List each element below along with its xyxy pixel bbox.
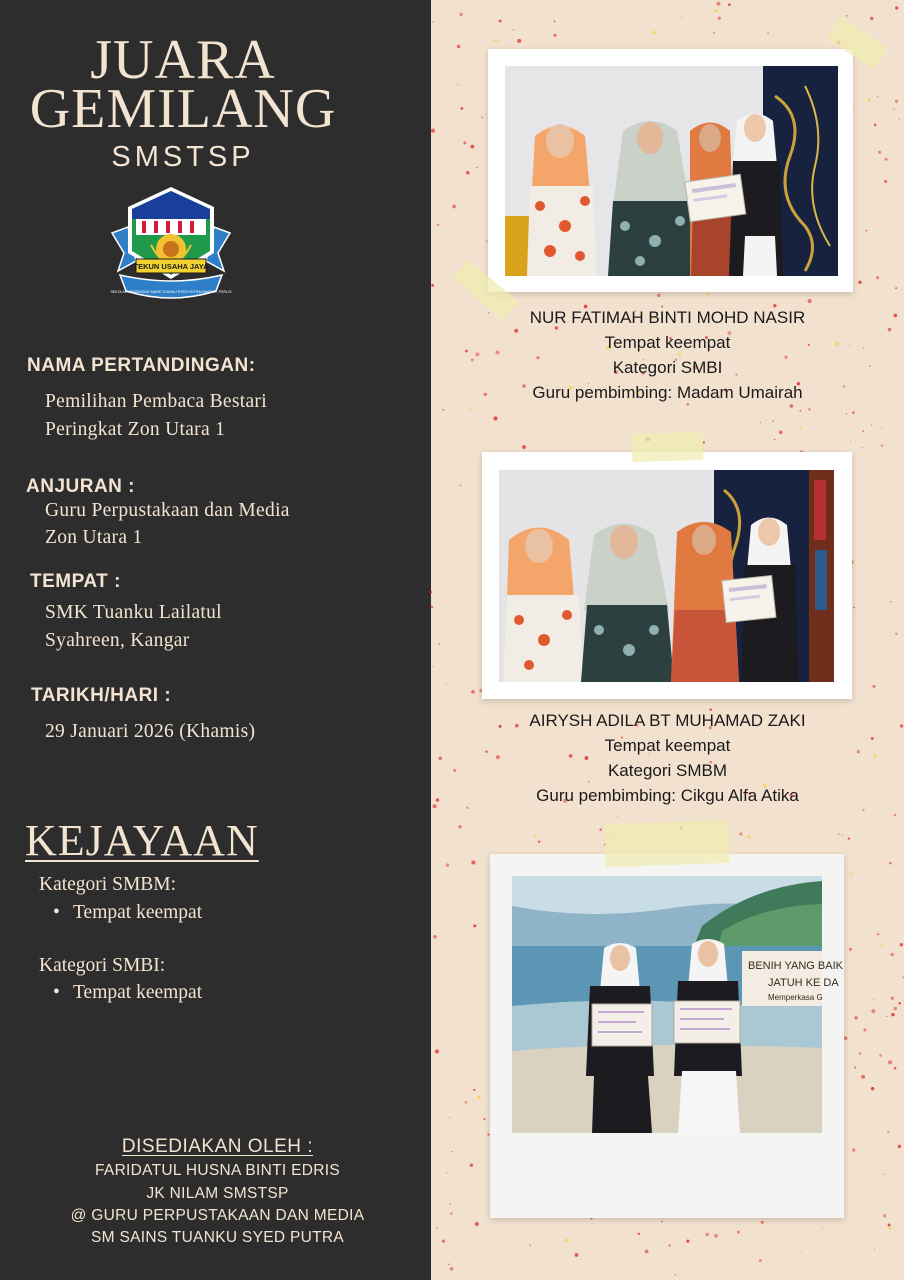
venue-line1: SMK Tuanku Lailatul (45, 602, 222, 623)
crest-school-text: SEKOLAH MENENGAH SAINS TUANKU SYED PUTRA KANGAR, PERLIS (110, 290, 232, 294)
date-heading: TARIKH/HARI : (31, 685, 172, 706)
mural-text-line3: Memperkasa G (768, 993, 823, 1002)
footer-line3: @ GURU PERPUSTAKAAN DAN MEDIA (70, 1207, 365, 1224)
footer-heading: DISEDIAKAN OLEH : (121, 1136, 314, 1157)
winner2-teacher: Guru pembimbing: Cikgu Alfa Atika (536, 786, 799, 805)
competition-heading: NAMA PERTANDINGAN: (27, 355, 256, 376)
venue-line2: Syahreen, Kangar (45, 630, 190, 651)
winner1-teacher: Guru pembimbing: Madam Umairah (532, 383, 803, 402)
award-photo-smbi (505, 66, 838, 276)
venue-heading: TEMPAT : (30, 571, 121, 592)
footer-line2: JK NILAM SMSTSP (146, 1185, 289, 1202)
achievements-heading: KEJAYAAN (25, 816, 259, 865)
photo-frame-1 (488, 49, 853, 292)
competition-line1: Pemilihan Pembaca Bestari (45, 391, 267, 412)
winner2-category: Kategori SMBM (607, 761, 728, 780)
crest-motto: TEKUN USAHA JAYA (133, 262, 209, 271)
poster-title-line2: GEMILANG (29, 78, 337, 140)
mural-text-line1: BENIH YANG BAIK (748, 960, 843, 972)
organizer-line1: Guru Perpustakaan dan Media (45, 500, 290, 521)
photo-frame-2 (482, 452, 852, 699)
winner2-name: AIRYSH ADILA BT MUHAMAD ZAKI (529, 711, 806, 730)
winner1-name: NUR FATIMAH BINTI MOHD NASIR (529, 308, 806, 327)
achievement-result-smbm: • Tempat keempat (73, 902, 202, 924)
date-value: 29 Januari 2026 (Khamis) (45, 721, 256, 742)
tape-strip (604, 820, 729, 867)
winners-mural-photo (512, 876, 843, 1133)
school-crest-logo (106, 183, 236, 311)
competition-line2: Peringkat Zon Utara 1 (45, 419, 226, 440)
achievement-category-smbi: Kategori SMBI: (39, 955, 166, 976)
poster-subtitle: SMSTSP (111, 141, 255, 173)
footer-line4: SM SAINS TUANKU SYED PUTRA (91, 1229, 344, 1246)
right-panel (431, 0, 904, 1280)
winner2-place: Tempat keempat (604, 736, 731, 755)
winner1-category: Kategori SMBI (612, 358, 723, 377)
footer-line1: FARIDATUL HUSNA BINTI EDRIS (95, 1162, 340, 1179)
photo-frame-3 (490, 854, 844, 1218)
award-photo-smbm (499, 470, 834, 682)
left-panel (0, 0, 431, 1280)
winner1-place: Tempat keempat (604, 333, 731, 352)
poster-title-line1: JUARA (90, 29, 276, 91)
achievement-category-smbm: Kategori SMBM: (39, 874, 177, 895)
organizer-line2: Zon Utara 1 (45, 527, 143, 548)
achievement-result-smbi: • Tempat keempat (73, 982, 202, 1004)
organizer-heading: ANJURAN : (26, 476, 135, 497)
tape-strip (632, 432, 704, 462)
mural-text-line2: JATUH KE DA (768, 977, 839, 989)
